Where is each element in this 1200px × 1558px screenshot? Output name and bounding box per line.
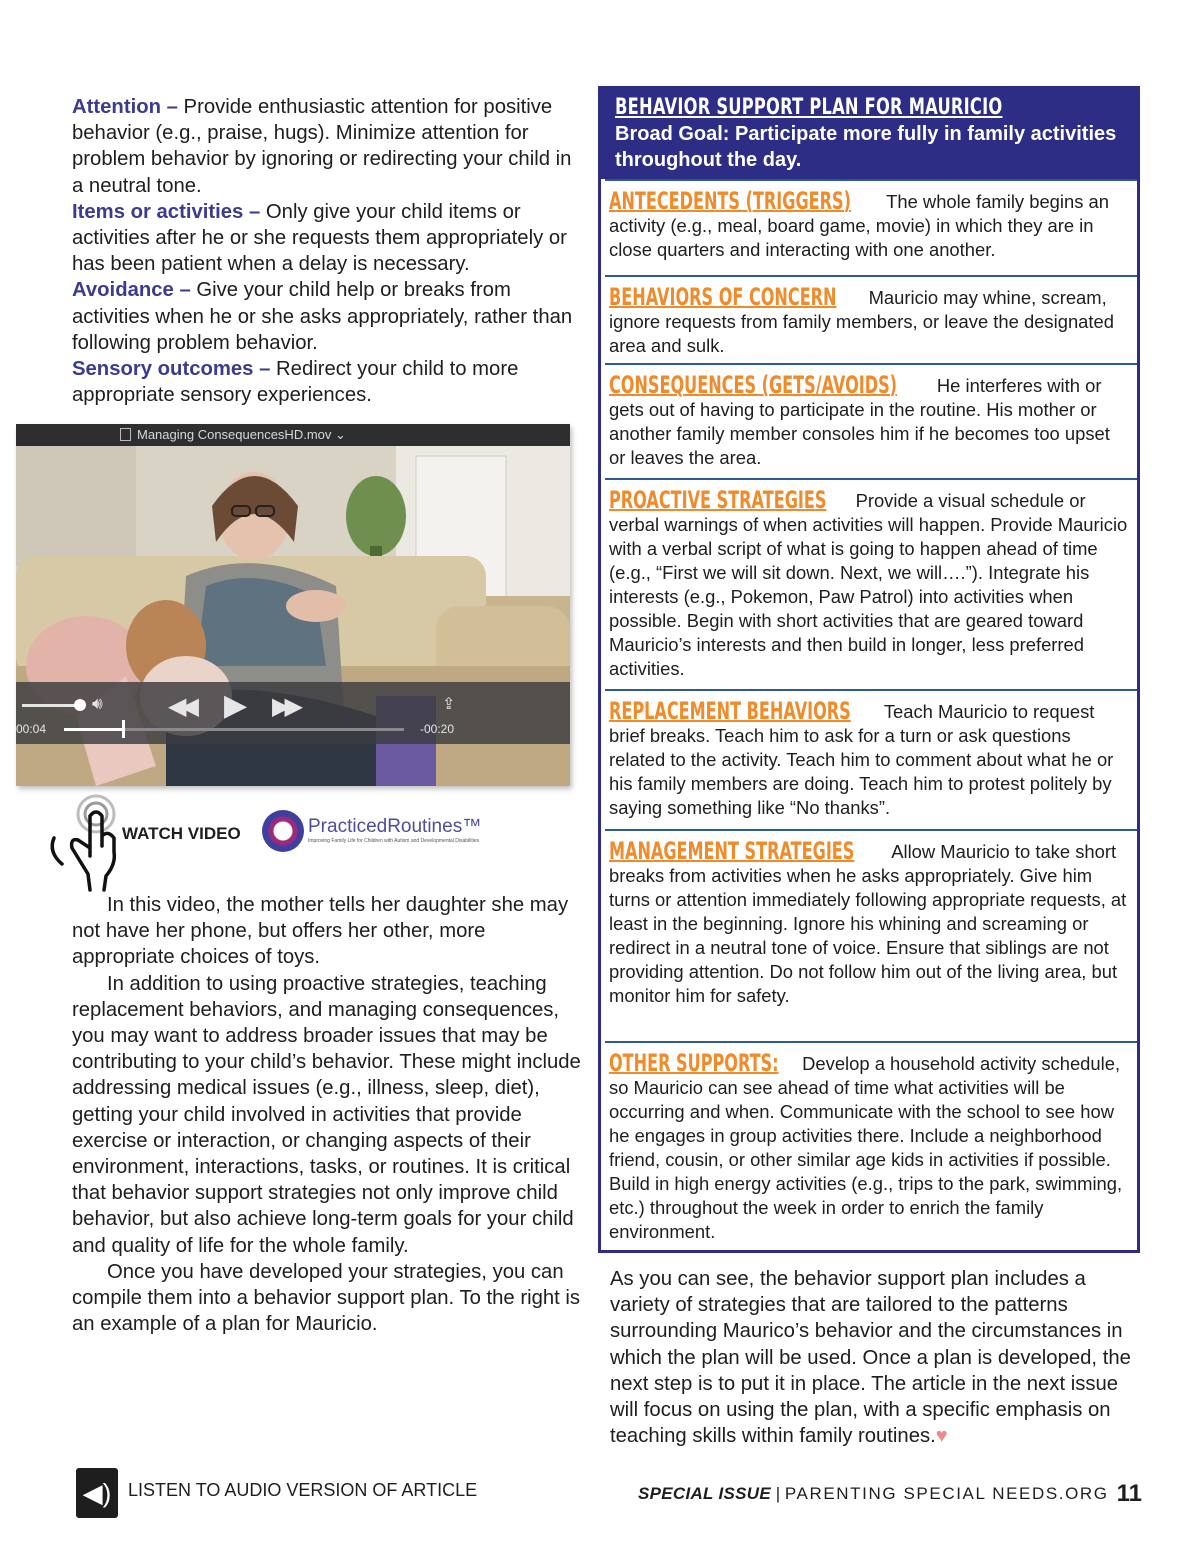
share-icon[interactable]: ⇪ — [442, 696, 456, 713]
section-text: Mauricio may whine, scream, ignore requests from family members, or leave the designated area and sulk. — [609, 287, 1114, 356]
pointing-hand-icon — [44, 794, 124, 894]
sensory-text: Redirect your child to more appropriate sensory experiences. — [72, 358, 519, 407]
rewind-icon[interactable]: ◀◀ — [168, 693, 193, 720]
items-paragraph — [72, 199, 584, 278]
avoidance-term: Avoidance – — [72, 279, 191, 302]
sensory-paragraph — [72, 356, 584, 408]
attention-text: Provide enthusiastic attention for positive behavior (e.g., praise, hugs). Minimize attention for problem behavior by ignoring or redirecting your child in a neutral tone. — [72, 96, 572, 197]
audio-speaker-icon[interactable]: ◀) — [76, 1468, 118, 1518]
attention-term: Attention – — [72, 96, 178, 118]
play-icon[interactable]: ▶ — [224, 689, 248, 722]
section-proactive-strategies — [605, 478, 1137, 688]
remaining-time: -00:20 — [419, 722, 454, 736]
compile-plan-paragraph: Once you have developed your strategies, you can compile them into a behavior support plan. To the right is an example of a plan for Mauricio. — [72, 1260, 581, 1336]
attention-paragraph — [72, 94, 584, 199]
avoidance-paragraph — [72, 277, 584, 356]
progress-fill — [64, 728, 124, 731]
section-text: Allow Mauricio to take short breaks from activities when he asks appropriately. Give him turns or attention immediately following appropriate requests, at least in the beginning. Ignore his whining and screaming or redirect in a neutral tone of voice. Ensure that siblings are not providing attention. Do not follow him out of the living area, but monitor him for safety. — [609, 841, 1127, 1006]
practiced-routines-logo-text: PracticedRoutines™ — [308, 816, 482, 837]
section-consequences — [605, 363, 1137, 475]
footer-site: PARENTING SPECIAL NEEDS.ORG — [784, 1484, 1109, 1503]
volume-slider[interactable] — [22, 704, 78, 707]
plan-header — [601, 89, 1137, 179]
footer-separator: | — [770, 1484, 785, 1503]
progress-scrubber[interactable] — [122, 720, 125, 738]
section-text: Develop a household activity schedule, so Mauricio can see ahead of time what activities will be occurring and when. Communicate with the school to see how he engages in group activities there. Include a neighborhood friend, cousin, or other similar age kids in activities if possible. Build in high energy activities (e.g., trips to the park, swimming, etc.) throughout the week in order to enrich the family environment. — [609, 1053, 1123, 1242]
watch-video-label[interactable]: WATCH VIDEO — [122, 824, 241, 843]
plan-title: BEHAVIOR SUPPORT PLAN FOR MAURICIO — [615, 95, 1003, 120]
section-heading: ANTECEDENTS (TRIGGERS) — [609, 187, 851, 215]
elapsed-time: 00:04 — [16, 722, 47, 736]
video-titlebar — [16, 424, 570, 446]
file-icon — [120, 428, 131, 441]
left-intro-text — [72, 94, 584, 408]
behavior-support-plan-box — [598, 86, 1140, 1253]
heart-icon: ♥ — [935, 1425, 948, 1448]
items-text: Only give your child items or activities after he or she requests them appropriately or has been patient when a delay is necessary. — [72, 200, 567, 276]
section-heading: REPLACEMENT BEHAVIORS — [609, 697, 851, 725]
conclusion-paragraph: As you can see, the behavior support plan includes a variety of strategies that are tailored to the patterns surrounding Maurico’s behavior and the circumstances in which the plan will be used. Once a plan is developed, the next step is to put it in place. The article in the next issue will focus on using the plan, with a specific emphasis on teaching skills within family routines. — [610, 1268, 1131, 1448]
section-replacement-behaviors — [605, 689, 1137, 827]
items-term: Items or activities – — [72, 200, 261, 223]
section-heading: PROACTIVE STRATEGIES — [609, 486, 827, 514]
section-heading: OTHER SUPPORTS: — [609, 1049, 779, 1077]
volume-knob[interactable] — [74, 699, 86, 711]
section-management-strategies — [605, 829, 1137, 1039]
section-behaviors-of-concern — [605, 275, 1137, 359]
listen-audio-link[interactable]: LISTEN TO AUDIO VERSION OF ARTICLE — [128, 1480, 478, 1500]
plan-goal: Broad Goal: Participate more fully in family activities throughout the day. — [615, 123, 1117, 171]
section-heading: MANAGEMENT STRATEGIES — [609, 837, 855, 865]
section-other-supports — [605, 1041, 1137, 1251]
footer-publication — [638, 1480, 1142, 1508]
volume-icon[interactable]: 🔊︎ — [92, 694, 103, 713]
section-antecedents — [605, 179, 1137, 269]
section-heading: BEHAVIORS OF CONCERN — [609, 283, 837, 311]
practiced-routines-tagline: Improving Family Life for Children with Autism and Developmental Disabilities — [308, 838, 480, 844]
video-controls — [16, 682, 570, 744]
left-body-text — [72, 892, 584, 1337]
broader-issues-paragraph: In addition to using proactive strategies, teaching replacement behaviors, and managing consequences, you may want to address broader issues that may be contributing to your child’s behavior. These might include addressing medical issues (e.g., illness, sleep, diet), getting your child involved in activities that provide exercise or interaction, or changing aspects of their environment, interactions, tasks, or routines. It is critical that behavior support strategies not only improve child behavior, but also achieve long-term goals for your child and quality of life for the whole family. — [72, 972, 581, 1257]
section-heading: CONSEQUENCES (GETS/AVOIDS) — [609, 371, 898, 399]
footer-issue: SPECIAL ISSUE — [637, 1484, 771, 1503]
practiced-routines-logo-icon — [262, 810, 304, 852]
section-text: He interferes with or gets out of having to participate in the routine. His mother or another family member consoles him if he becomes too upset or leaves the area. — [609, 375, 1110, 468]
video-description-paragraph: In this video, the mother tells her daughter she may not have her phone, but offers her other, more appropriate choices of toys. — [72, 894, 569, 969]
page-number: 11 — [1116, 1480, 1142, 1507]
watch-video-link[interactable] — [44, 794, 484, 894]
avoidance-text: Give your child help or breaks from activities when he or she asks appropriately, rather than following problem behavior. — [72, 279, 573, 354]
section-text: Teach Mauricio to request brief breaks. Teach him to ask for a turn or ask questions related to the activity. Teach him to comment about what he or his family members are doing. Teach him to protest politely by saying something like “No thanks”. — [609, 701, 1114, 818]
right-conclusion-text — [610, 1266, 1140, 1449]
sensory-term: Sensory outcomes – — [72, 358, 271, 381]
section-text: Provide a visual schedule or verbal warnings of when activities will happen. Provide Mauricio with a verbal script of what is going to happen ahead of time (e.g., “First we will sit down. Next, we will….”). Integrate his interests (e.g., Pokemon, Paw Patrol) into activities when possible. Begin with short activities that are geared toward Mauricio’s interests and then build in longer, less preferred activities. — [609, 490, 1128, 679]
video-file-title: Managing ConsequencesHD.mov ⌄ — [137, 427, 346, 442]
fast-forward-icon[interactable]: ▶▶ — [272, 693, 297, 720]
section-text: The whole family begins an activity (e.g., meal, board game, movie) in which they are in close quarters and interacting with one another. — [609, 191, 1109, 260]
